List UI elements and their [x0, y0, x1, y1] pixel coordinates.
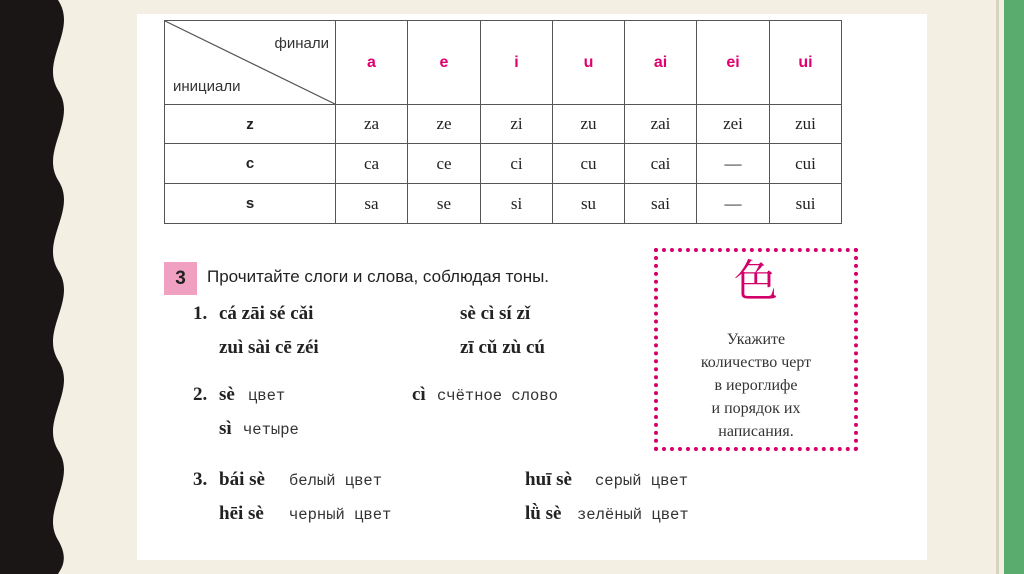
syllable-cell: cu [553, 144, 625, 184]
syllable-cell: zu [553, 105, 625, 144]
syllable-cell: sa [336, 184, 408, 224]
pinyin-word: bái sè [219, 469, 265, 490]
syllable-cell: za [336, 105, 408, 144]
pinyin-word: sè [219, 384, 235, 405]
initial-cell: c [165, 144, 336, 184]
translation: белый цвет [289, 472, 383, 490]
textbook-page [137, 14, 927, 560]
table-header-row [165, 21, 842, 105]
translation: черный цвет [289, 506, 392, 524]
translation: четыре [243, 421, 299, 439]
hint-line: в иероглифе [714, 377, 798, 394]
syllables-line: cá zāi sé cǎi [219, 303, 314, 324]
syllables-line: zuì sài cē zéi [219, 337, 319, 358]
pinyin-word: sì [219, 418, 232, 439]
syllable-table [164, 20, 842, 224]
syllables-line: sè cì sí zǐ [460, 303, 531, 324]
final-header: ui [770, 21, 842, 105]
final-header: ai [625, 21, 697, 105]
translation: цвет [248, 387, 286, 405]
item-number: 1. [193, 303, 208, 324]
syllable-cell: se [408, 184, 481, 224]
final-header: i [481, 21, 553, 105]
syllables-line: zī cǔ zù cú [460, 337, 545, 358]
syllable-cell: ce [408, 144, 481, 184]
initials-label: инициали [173, 78, 241, 95]
syllable-cell: zai [625, 105, 697, 144]
table-row [165, 144, 842, 184]
hint-line: и порядок их [711, 400, 801, 417]
syllable-cell: sui [770, 184, 842, 224]
green-side-bar [1004, 0, 1024, 574]
final-header: a [336, 21, 408, 105]
syllable-cell: si [481, 184, 553, 224]
pinyin-word: lǜ sè [525, 503, 562, 524]
table-corner-cell [165, 21, 336, 105]
syllable-cell: ze [408, 105, 481, 144]
syllable-cell: ci [481, 144, 553, 184]
pinyin-word: huī sè [525, 469, 572, 490]
item-number: 2. [193, 384, 208, 405]
exercise-instruction: Прочитайте слоги и слова, соблюдая тоны. [207, 267, 550, 286]
syllable-cell: — [697, 184, 770, 224]
hint-text [658, 328, 854, 443]
decorative-wavy-edge [0, 0, 95, 574]
syllable-cell: zui [770, 105, 842, 144]
hanzi-character: 色 [734, 257, 778, 306]
hint-line: написания. [718, 423, 794, 440]
item-number: 3. [193, 469, 208, 490]
syllable-cell: — [697, 144, 770, 184]
page-edge-line [996, 0, 999, 574]
final-header: e [408, 21, 481, 105]
initial-cell: s [165, 184, 336, 224]
initial-cell: z [165, 105, 336, 144]
pinyin-word: hēi sè [219, 503, 264, 524]
syllable-cell: cai [625, 144, 697, 184]
final-header: u [553, 21, 625, 105]
hint-line: Укажите [726, 331, 786, 348]
pinyin-word: cì [412, 384, 426, 405]
hint-box [654, 248, 858, 451]
translation: счётное слово [437, 387, 558, 405]
exercise-number-badge: 3 [164, 262, 197, 295]
table-row [165, 184, 842, 224]
syllable-cell: zi [481, 105, 553, 144]
translation: серый цвет [595, 472, 689, 490]
syllable-cell: su [553, 184, 625, 224]
syllable-cell: ca [336, 144, 408, 184]
translation: зелёный цвет [577, 506, 689, 524]
syllable-cell: zei [697, 105, 770, 144]
syllable-cell: cui [770, 144, 842, 184]
finals-label: финали [274, 35, 329, 52]
table-row [165, 105, 842, 144]
final-header: ei [697, 21, 770, 105]
syllable-cell: sai [625, 184, 697, 224]
hint-line: количество черт [700, 354, 812, 371]
